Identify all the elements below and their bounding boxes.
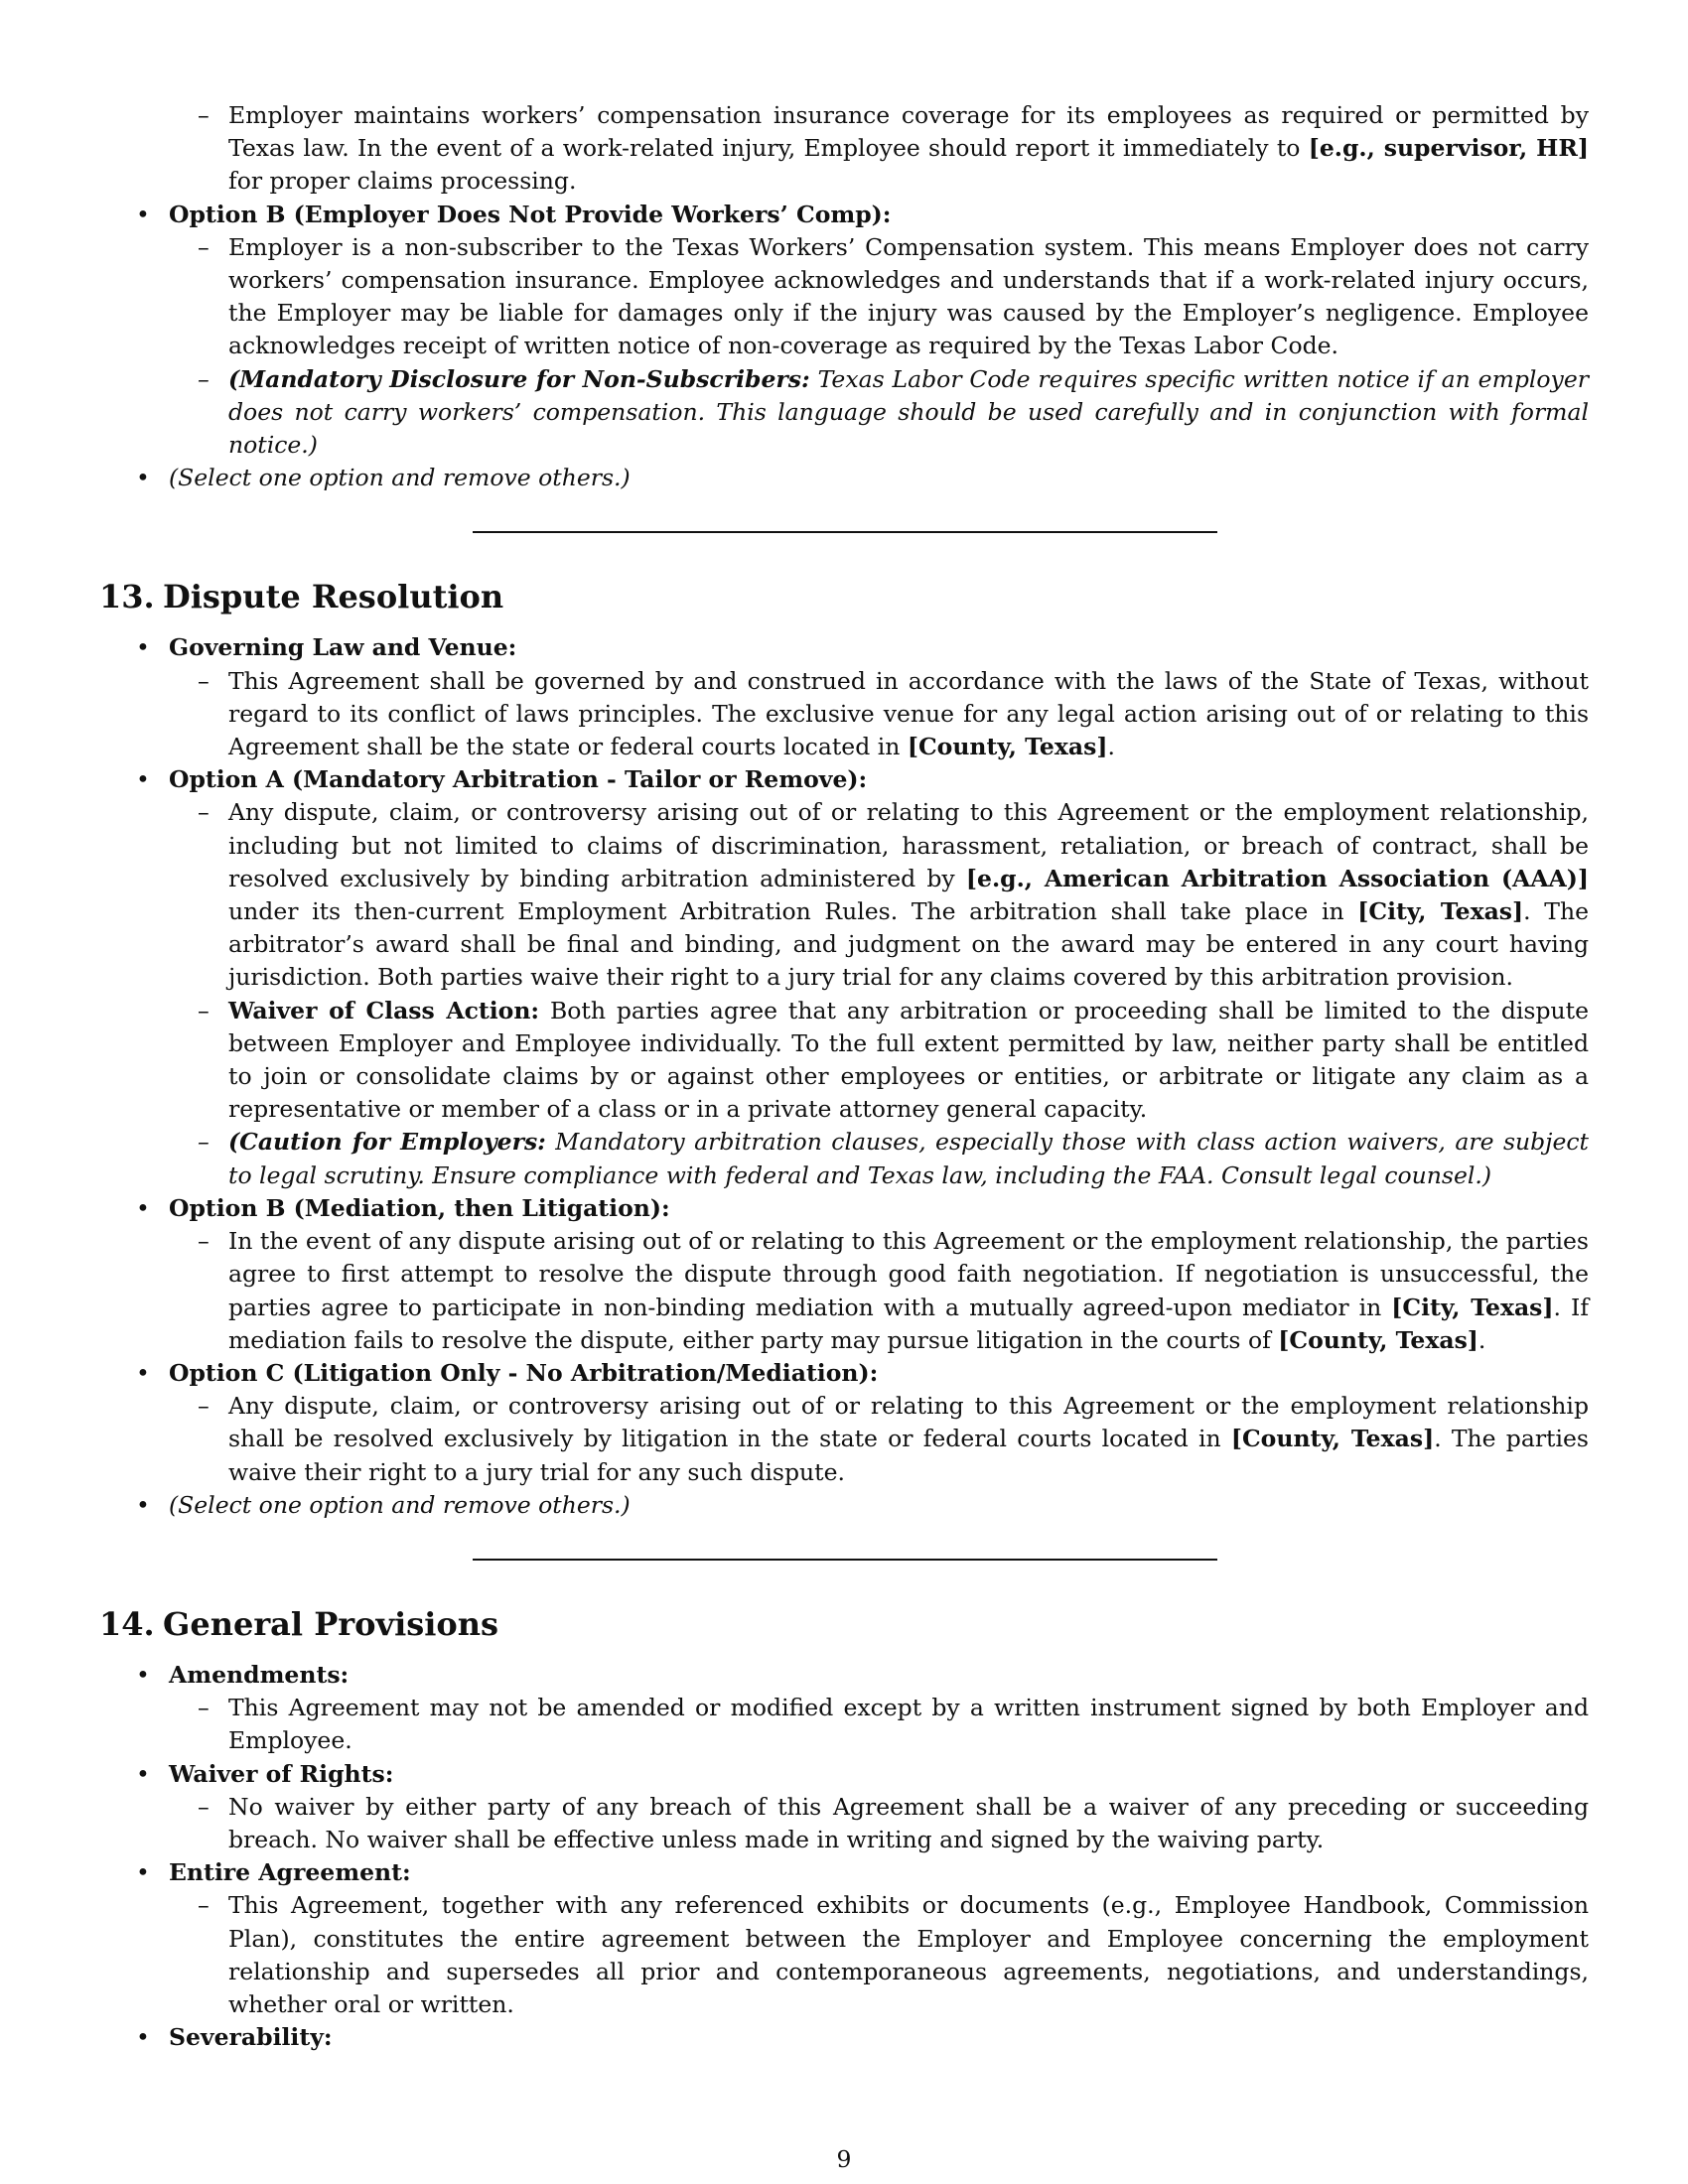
list-item: • (Select one option and remove others.) — [99, 1489, 1589, 1522]
list-item: • Amendments: — [99, 1659, 1589, 1692]
list-item: • Governing Law and Venue: — [99, 631, 1589, 664]
list-item: – Employer maintains workers’ compensation insurance coverage for its employees as required or permitted by Texas law. In the event of a work-related injury, Employee should report it immediately to [e.g., supervisor, HR] for proper claims processing. — [99, 99, 1589, 199]
horizontal-divider — [473, 531, 1217, 533]
section-heading-13: 13. Dispute Resolution — [99, 578, 504, 616]
list-item: – This Agreement shall be governed by and construed in accordance with the laws of the State of Texas, without regard to its conflict of laws principles. The exclusive venue for any legal action arising out of or relating to this Agreement shall be the state or federal courts located in [County, Texas]. — [99, 665, 1589, 764]
list-item: – Waiver of Class Action: Both parties agree that any arbitration or proceeding shall be limited to the dispute between Employer and Employee individually. To the full extent permitted by law, neither party shall be entitled to join or consolidate claims by or against other employees or entities, or arbitrate or litigate any claim as a representative or member of a class or in a private attorney general capacity. — [99, 995, 1589, 1127]
list-item: – (Caution for Employers: Mandatory arbitration clauses, especially those with class action waivers, are subject to legal scrutiny. Ensure compliance with federal and Texas law, including the FAA. Consult legal counsel.) — [99, 1126, 1589, 1191]
list-item: – This Agreement, together with any referenced exhibits or documents (e.g., Employee Handbook, Commission Plan), constitutes the entire agreement between the Employer and Employee concerning the employment relationship and supersedes all prior and contemporaneous agreements, negotiations, and understandings, whether oral or written. — [99, 1889, 1589, 2021]
page-content — [99, 99, 1589, 2054]
list-item: – Any dispute, claim, or controversy arising out of or relating to this Agreement or the employment relationship, including but not limited to claims of discrimination, harassment, retaliation, or breach of contract, shall be resolved exclusively by binding arbitration administered by [e.g., American Arbitration Association (AAA)] under its then-current Employment Arbitration Rules. The arbitration shall take place in [City, Texas]. The arbitrator’s award shall be final and binding, and judgment on the award may be entered in any court having jurisdiction. Both parties waive their right to a jury trial for any claims covered by this arbitration provision. — [99, 796, 1589, 994]
list-item: • Option A (Mandatory Arbitration - Tailor or Remove): — [99, 763, 1589, 796]
list-item: – Employer is a non-subscriber to the Texas Workers’ Compensation system. This means Employer does not carry workers’ compensation insurance. Employee acknowledges and understands that if a work-related injury occurs, the Employer may be liable for damages only if the injury was caused by the Employer’s negligence. Employee acknowledges receipt of written notice of non-coverage as required by the Texas Labor Code. — [99, 231, 1589, 363]
list-item: • Option C (Litigation Only - No Arbitration/Mediation): — [99, 1357, 1589, 1390]
list-item: • Option B (Mediation, then Litigation): — [99, 1192, 1589, 1225]
list-item: – In the event of any dispute arising out of or relating to this Agreement or the employment relationship, the parties agree to first attempt to resolve the dispute through good faith negotiation. If negotiation is unsuccessful, the parties agree to participate in non-binding mediation with a mutually agreed-upon mediator in [City, Texas]. If mediation fails to resolve the dispute, either party may pursue litigation in the courts of [County, Texas]. — [99, 1225, 1589, 1357]
list-item: – Any dispute, claim, or controversy arising out of or relating to this Agreement or the employment relationship shall be resolved exclusively by litigation in the state or federal courts located in [County, Texas]. The parties waive their right to a jury trial for any such dispute. — [99, 1390, 1589, 1489]
section-14-list — [99, 1659, 1589, 2054]
page-number: 9 — [836, 2145, 852, 2173]
list-item: – (Mandatory Disclosure for Non-Subscribers: Texas Labor Code requires specific written notice if an employer does not carry workers’ compensation. This language should be used carefully and in conjunction with formal notice.) — [99, 363, 1589, 463]
wc-continuation-list — [99, 99, 1589, 494]
list-item: • Severability: — [99, 2021, 1589, 2054]
list-item: – This Agreement may not be amended or modified except by a written instrument signed by both Employer and Employee. — [99, 1692, 1589, 1757]
list-item: – No waiver by either party of any breach of this Agreement shall be a waiver of any preceding or succeeding breach. No waiver shall be effective unless made in writing and signed by the waiving party. — [99, 1791, 1589, 1856]
list-item: • (Select one option and remove others.) — [99, 462, 1589, 494]
horizontal-divider — [473, 1559, 1217, 1561]
list-item — [99, 199, 1589, 231]
section-13-list — [99, 631, 1589, 1521]
option-heading: Option B (Employer Does Not Provide Workers’ Comp): — [169, 200, 892, 228]
list-item: • Entire Agreement: — [99, 1856, 1589, 1889]
section-heading-14: 14. General Provisions — [99, 1604, 499, 1643]
list-item: • Waiver of Rights: — [99, 1758, 1589, 1791]
